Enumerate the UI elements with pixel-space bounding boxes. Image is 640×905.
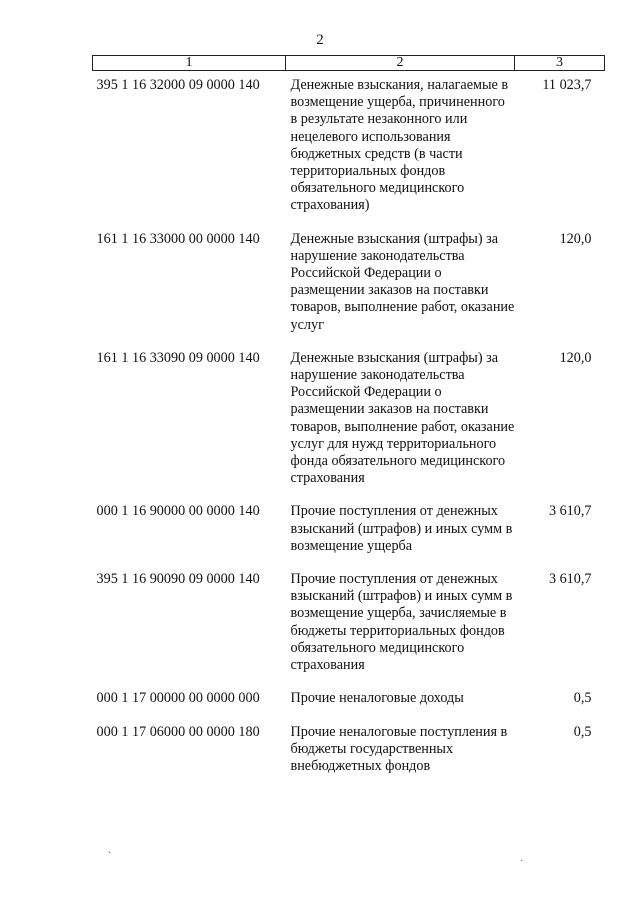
classification-code: 161 1 16 33000 00 0000 140 bbox=[96, 230, 260, 247]
income-amount: 0,5 bbox=[573, 723, 592, 740]
scan-speck: · bbox=[520, 856, 524, 867]
classification-code: 161 1 16 33090 09 0000 140 bbox=[96, 349, 260, 366]
column-header-code: 1 bbox=[93, 56, 286, 71]
income-description: Прочие неналоговые доходы bbox=[290, 690, 464, 707]
table-row bbox=[93, 724, 605, 792]
table-row bbox=[93, 350, 605, 504]
column-header-description: 2 bbox=[286, 56, 515, 71]
table-header-row bbox=[93, 56, 605, 71]
income-description: Денежные взыскания, налагаемые в возмещение ущерба, причиненного в результате незаконного или нецелевого использования бюджетных средств (в части территориальных фондов обязательного медицинского страхования) bbox=[290, 77, 509, 214]
classification-code: 000 1 17 06000 00 0000 180 bbox=[96, 723, 260, 740]
table-row bbox=[93, 571, 605, 690]
classification-code: 000 1 17 00000 00 0000 000 bbox=[96, 690, 260, 707]
income-description: Прочие поступления от денежных взысканий (штрафов) и иных сумм в возмещение ущерба, зачисляемые в бюджеты территориальных фондов обязательного медицинского страхования bbox=[290, 571, 513, 674]
table-row bbox=[93, 231, 605, 350]
income-amount: 0,5 bbox=[573, 690, 592, 707]
table-row bbox=[93, 71, 605, 231]
classification-code: 395 1 16 90090 09 0000 140 bbox=[96, 571, 260, 588]
table-row bbox=[93, 690, 605, 723]
income-amount: 120,0 bbox=[559, 230, 592, 247]
income-description: Денежные взыскания (штрафы) за нарушение законодательства Российской Федерации о размещении заказов на поставки товаров, выполнение работ, оказание услуг для нужд территориального фонда обязательного медицинского страхования bbox=[290, 349, 515, 487]
income-description: Прочие неналоговые поступления в бюджеты государственных внебюджетных фондов bbox=[290, 723, 508, 774]
column-header-amount: 3 bbox=[515, 56, 605, 71]
classification-code: 395 1 16 32000 09 0000 140 bbox=[96, 77, 260, 93]
income-description: Денежные взыскания (штрафы) за нарушение законодательства Российской Федерации о размещении заказов на поставки товаров, выполнение работ, оказание услуг bbox=[290, 230, 515, 333]
income-amount: 11 023,7 bbox=[542, 77, 592, 93]
income-amount: 120,0 bbox=[559, 349, 592, 366]
income-description: Прочие поступления от денежных взысканий (штрафов) и иных сумм в возмещение ущерба bbox=[290, 503, 513, 554]
classification-code: 000 1 16 90000 00 0000 140 bbox=[96, 503, 260, 520]
income-amount: 3 610,7 bbox=[548, 503, 592, 520]
table-row bbox=[93, 503, 605, 571]
income-amount: 3 610,7 bbox=[548, 571, 592, 588]
budget-revenue-table bbox=[92, 55, 605, 791]
scan-speck: · bbox=[108, 848, 112, 859]
page-number: 2 bbox=[316, 32, 324, 48]
